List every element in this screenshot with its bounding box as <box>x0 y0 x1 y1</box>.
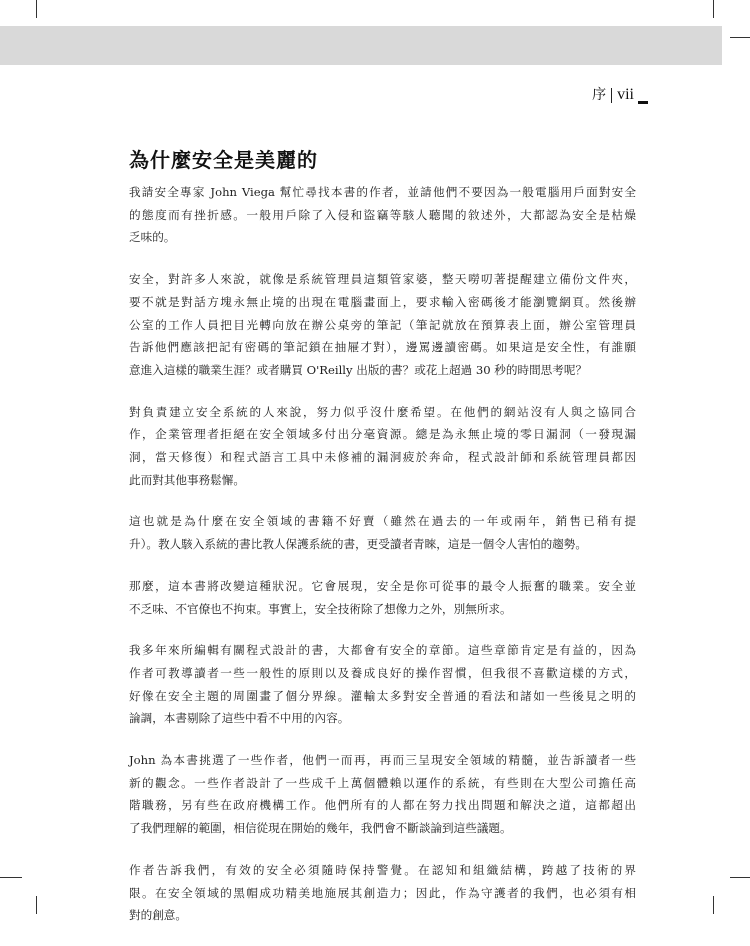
paragraph <box>129 575 636 620</box>
paragraph <box>129 268 636 382</box>
page-number: vii <box>617 86 634 103</box>
text-line: John 為本書挑選了一些作者，他們一而再，再而三呈現安全領域的精髓，並告訴讀者一些 <box>129 753 636 768</box>
paragraph <box>129 639 636 730</box>
paragraph <box>129 181 636 249</box>
crop-mark-right-top <box>730 37 750 38</box>
crop-mark-bottom-left <box>36 896 37 914</box>
crop-mark-left-bottom <box>0 877 22 878</box>
text-line: 此而對其他事務鬆懈。 <box>129 472 245 487</box>
page-marker <box>638 101 648 104</box>
text-line: 論調，本書剔除了這些中看不中用的內容。 <box>129 711 350 726</box>
section-title: 為什麼安全是美麗的 <box>129 148 318 172</box>
paragraph <box>129 401 636 492</box>
text-line: 安全，對許多人來說，就像是系統管理員這類管家婆，整天嘮叨著提醒建立備份文件夾， <box>129 272 636 287</box>
text-line: 這也就是為什麼在安全領域的書籍不好賣（雖然在過去的一年或兩年，銷售已稍有提 <box>129 514 636 529</box>
text-line: 意進入這樣的職業生涯？或者購買 O'Reilly 出版的書？或花上超過 30 秒的時間思考呢？ <box>129 362 588 377</box>
text-line: 洞，當天修復）和程式語言工具中未修補的漏洞疲於奔命，程式設計師和系統管理員都因 <box>129 450 636 465</box>
text-line: 作者告訴我們，有效的安全必須隨時保持警覺。在認知和組織結構，跨越了技術的界 <box>129 862 636 877</box>
header-band <box>0 26 722 65</box>
text-line: 作者可教導讀者一些一般性的原則以及養成良好的操作習慣，但我很不喜歡這樣的方式， <box>129 665 636 680</box>
text-line: 公室的工作人員把目光轉向放在辦公桌旁的筆記（筆記就放在預算表上面，辦公室管理員 <box>129 317 636 332</box>
text-line: 限。在安全領域的黑帽成功精美地施展其創造力；因此，作為守護者的我們，也必須有相 <box>129 885 636 900</box>
text-line: 了我們理解的範圍，相信從現在開始的幾年，我們會不斷談論到這些議題。 <box>129 821 512 836</box>
text-line: 作，企業管理者拒絕在安全領域多付出分毫資源。總是為永無止境的零日漏洞（一發現漏 <box>129 427 636 442</box>
text-line: 那麼，這本書將改變這種狀況。它會展現，安全是你可從事的最令人振奮的職業。安全並 <box>129 578 636 593</box>
text-line: 告訴他們應該把記有密碼的筆記鎖在抽屜才對），邊罵邊讀密碼。如果這是安全性，有誰願 <box>129 340 636 355</box>
text-line: 乏味的。 <box>129 230 176 245</box>
paragraph <box>129 859 636 927</box>
running-head-label: 序 <box>592 87 607 103</box>
crop-mark-top-left <box>36 0 37 18</box>
text-line: 升）。教人駭入系統的書比教人保護系統的書，更受讀者青睞，這是一個令人害怕的趨勢。 <box>129 537 587 552</box>
text-line: 階職務，另有些在政府機構工作。他們所有的人都在努力找出問題和解決之道，這都超出 <box>129 798 636 813</box>
text-line: 對負責建立安全系統的人來說，努力似乎沒什麼希望。在他們的網站沒有人與之協同合 <box>129 404 636 419</box>
text-line: 要不就是對話方塊永無止境的出現在電腦畫面上，要求輸入密碼後才能瀏覽網頁。然後辦 <box>129 294 636 309</box>
text-line: 新的觀念。一些作者設計了一些成千上萬個體賴以運作的系統，有些則在大型公司擔任高 <box>129 775 636 790</box>
text-line: 我請安全專家 John Viega 幫忙尋找本書的作者，並請他們不要因為一般電腦用戶面對安全 <box>129 185 636 199</box>
crop-mark-top-right <box>713 0 714 18</box>
running-head-divider <box>611 88 612 103</box>
text-line: 好像在安全主題的周圍畫了個分界線。灌輸太多對安全普通的看法和諸如一些後見之明的 <box>129 688 636 703</box>
running-head <box>592 86 634 104</box>
paragraph <box>129 510 636 555</box>
text-line: 對的創意。 <box>129 908 187 923</box>
crop-mark-right-bottom <box>730 877 750 878</box>
paragraph <box>129 749 636 840</box>
text-line: 我多年來所編輯有關程式設計的書，大都會有安全的章節。這些章節肯定是有益的，因為 <box>129 643 636 658</box>
text-line: 的態度而有挫折感。一般用戶除了入侵和盜竊等駭人聽聞的敘述外，大都認為安全是枯燥 <box>129 207 636 222</box>
text-line: 不乏味、不官僚也不拘束。事實上，安全技術除了想像力之外，別無所求。 <box>129 601 512 616</box>
body-text <box>129 181 636 946</box>
crop-mark-bottom-right <box>713 896 714 914</box>
